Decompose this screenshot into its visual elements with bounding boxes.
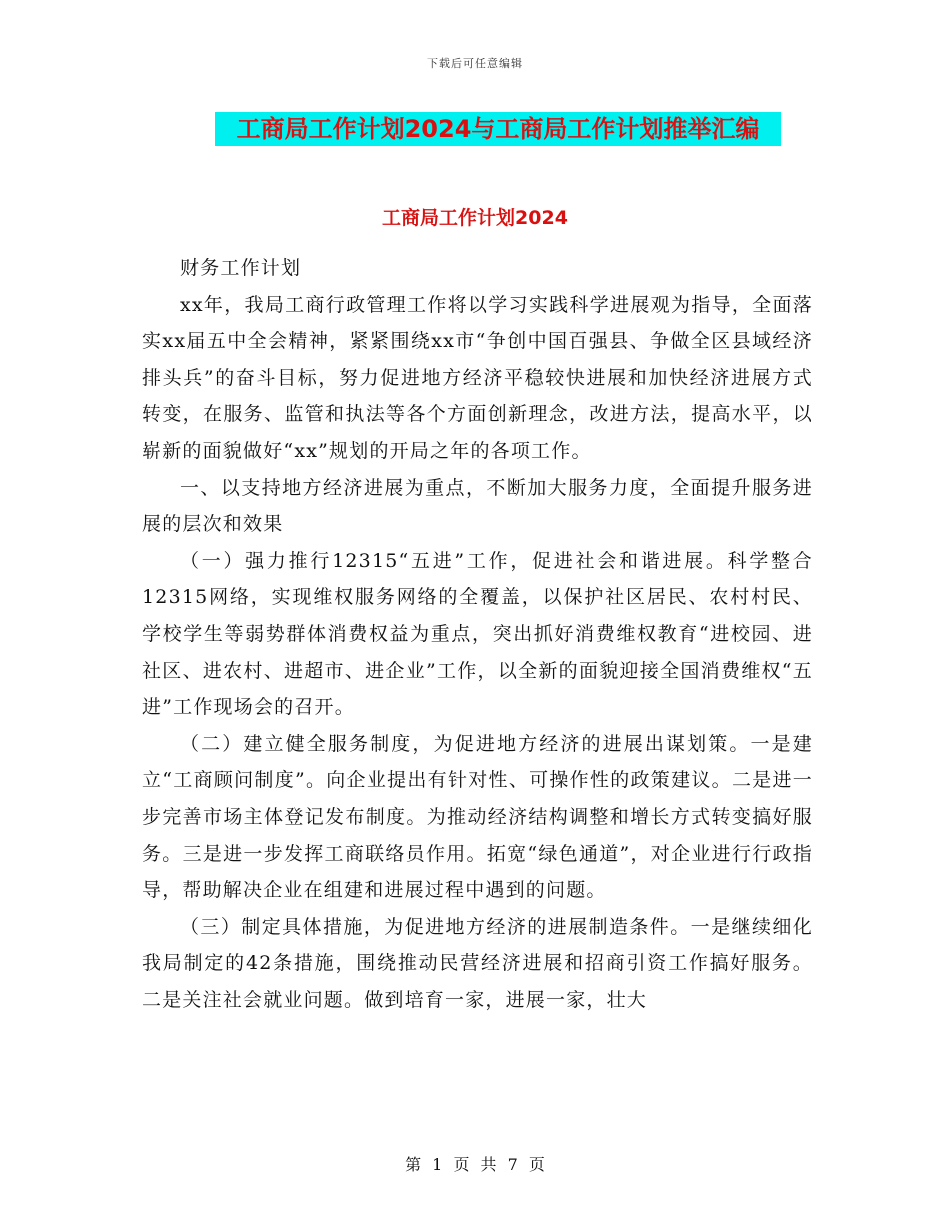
paragraph-heading: 财务工作计划 [180,257,302,279]
document-body [142,220,813,1018]
paragraph: （三）制定具体措施，为促进地方经济的进展制造条件。一是继续细化我局制定的42条措施，围绕推动民营经济进展和招商引资工作搞好服务。二是关注社会就业问题。做到培育一家，进展一家，壮大 [142,915,813,1011]
page-number: 第 1 页 共 7 页 [405,1155,545,1174]
section-title: 工商局工作计划2024 [382,207,568,229]
document-title: 工商局工作计划2024与工商局工作计划推举汇编 [215,112,781,146]
paragraph: xx年，我局工商行政管理工作将以学习实践科学进展观为指导，全面落实xx届五中全会精神，紧紧围绕xx市“争创中国百强县、争做全区县域经济排头兵”的奋斗目标，努力促进地方经济平稳较快进展和加快经济进展方式转变，在服务、监管和执法等各个方面创新理念，改进方法，提高水平，以崭新的面貌做好“xx”规划的开局之年的各项工作。 [142,293,813,462]
paragraph-section-heading: 一、以支持地方经济进展为重点，不断加大服务力度，全面提升服务进展的层次和效果 [142,476,813,536]
header-note: 下载后可任意编辑 [427,57,523,70]
paragraph: （二）建立健全服务制度，为促进地方经济的进展出谋划策。一是建立“工商顾问制度”。向企业提出有针对性、可操作性的政策建议。二是进一步完善市场主体登记发布制度。为推动经济结构调整和增长方式转变搞好服务。三是进一步发挥工商联络员作用。拓宽“绿色通道”，对企业进行行政指导，帮助解决企业在组建和进展过程中遇到的问题。 [142,732,813,902]
paragraph: （一）强力推行12315“五进”工作，促进社会和谐进展。科学整合12315网络，实现维权服务网络的全覆盖，以保护社区居民、农村村民、学校学生等弱势群体消费权益为重点，突出抓好消费维权教育“进校园、进社区、进农村、进超市、进企业”工作，以全新的面貌迎接全国消费维权“五进”工作现场会的召开。 [142,549,813,719]
